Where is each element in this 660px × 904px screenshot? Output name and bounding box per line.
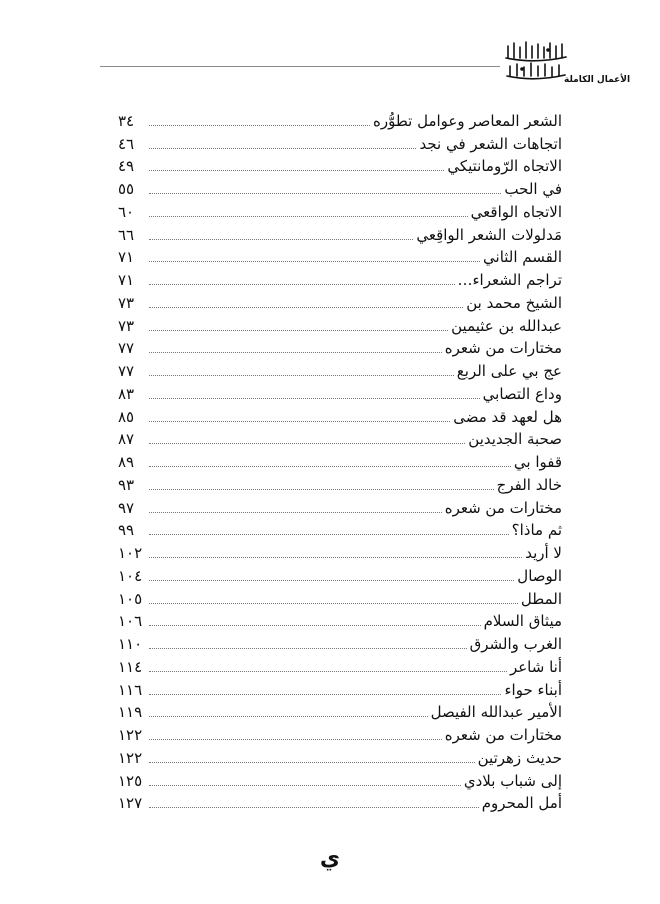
toc-entry-title: خالد الفرج [496,475,562,494]
toc-entry-title: اتجاهات الشعر في نجد [419,134,562,153]
toc-entry [118,266,562,289]
toc-entry-title: الوصال [517,566,562,585]
toc-entry [118,357,562,380]
toc-dot-leader [149,170,444,171]
toc-dot-leader [149,261,480,262]
toc-entry-title: عج بي على الربع [456,362,562,380]
toc-entry-page: ١٢٧ [118,794,143,813]
toc-entry-title: أبناء حواء [504,680,562,699]
toc-entry-page: ١٢٢ [118,726,143,744]
toc-entry [118,403,562,426]
toc-entry-title: تراجم الشعراء… [457,271,562,289]
toc-entry-title: القسم الثاني [483,248,562,267]
toc-dot-leader [149,557,522,558]
toc-dot-leader [149,330,448,331]
toc-entry [118,107,562,130]
toc-entry [118,676,562,699]
toc-entry-page: ١٠٥ [118,589,143,608]
toc-dot-leader [149,671,507,672]
toc-entry-page: ١١٤ [118,657,143,676]
toc-entry [118,380,562,403]
toc-entry-page: ٧١ [118,248,135,267]
toc-entry-title: وداع التصابي [482,384,562,403]
toc-entry [118,562,562,585]
toc-entry-page: ٨٥ [118,407,135,426]
toc-dot-leader [149,375,454,376]
toc-dot-leader [149,807,479,808]
toc-entry-page: ١٢٥ [118,771,143,790]
toc-entry-page: ٨٣ [118,384,135,403]
toc-dot-leader [149,580,514,581]
toc-entry-page: ٧٧ [118,362,135,380]
toc-entry [118,244,562,267]
toc-entry-page: ٧٣ [118,293,135,312]
toc-entry [118,539,562,562]
toc-entry-title: الاتجاه الواقعي [470,202,562,221]
toc-entry-title: أمل المحروم [481,794,562,813]
toc-dot-leader [149,739,442,740]
toc-dot-leader [149,466,511,467]
toc-dot-leader [149,762,475,763]
toc-entry-page: ٦٠ [118,202,135,221]
toc-dot-leader [149,534,509,535]
toc-dot-leader [149,603,518,604]
toc-entry-page: ٩٧ [118,498,135,517]
toc-entry [118,744,562,767]
toc-entry [118,335,562,358]
toc-entry-page: ٧١ [118,271,135,289]
toc-entry [118,653,562,676]
toc-dot-leader [149,284,455,285]
toc-entry-title: هل لعهد قد مضى [453,407,562,426]
header-rule [100,66,500,67]
toc-dot-leader [149,443,465,444]
svg-text:الأعمال الكاملة: الأعمال الكاملة [564,75,631,85]
toc-entry [118,767,562,790]
toc-entry [118,289,562,312]
toc-entry-page: ٥٥ [118,180,135,198]
toc-dot-leader [149,625,481,626]
toc-entry-page: ٧٧ [118,339,135,358]
table-of-contents [118,107,562,812]
toc-dot-leader [149,716,428,717]
toc-entry-page: ١١٦ [118,680,143,699]
toc-entry [118,721,562,744]
toc-entry-title: الأمير عبدالله الفيصل [430,703,562,722]
toc-entry [118,699,562,722]
toc-entry-page: ١٠٢ [118,544,143,562]
toc-entry [118,517,562,540]
toc-entry-page: ٤٩ [118,157,135,176]
toc-entry-title: لا أريد [525,544,562,562]
toc-entry [118,630,562,653]
toc-entry [118,130,562,153]
toc-entry-title: أنا شاعر [509,657,562,676]
page-number: ي [319,846,341,871]
toc-entry-title: مختارات من شعره [444,498,562,517]
toc-entry-page: ٣٤ [118,111,135,130]
toc-entry-title: الشيخ محمد بن [466,293,562,312]
toc-entry-title: المطل [520,589,562,608]
toc-dot-leader [149,148,416,149]
toc-entry-title: الشعر المعاصر وعوامل تطوُّره [372,111,562,130]
toc-entry-page: ١٠٤ [118,566,143,585]
toc-entry [118,153,562,176]
toc-entry-title: صحبة الجديدين [468,430,562,449]
toc-entry-title: مختارات من شعره [444,339,562,358]
toc-entry [118,471,562,494]
toc-dot-leader [149,307,463,308]
toc-dot-leader [149,125,370,126]
toc-dot-leader [149,352,442,353]
toc-dot-leader [149,694,501,695]
toc-entry-title: حديث زهرتين [477,748,562,767]
toc-dot-leader [149,489,494,490]
toc-entry-title: في الحب [504,180,562,198]
toc-entry [118,585,562,608]
toc-entry-page: ٨٩ [118,453,135,471]
toc-dot-leader [149,239,413,240]
toc-entry-page: ٩٩ [118,521,135,540]
toc-entry-page: ١٠٦ [118,612,143,631]
toc-entry-page: ٩٣ [118,475,135,494]
toc-entry-page: ١١٠ [118,635,143,653]
toc-entry [118,448,562,471]
toc-entry-page: ٦٦ [118,225,135,244]
toc-entry-title: الغرب والشرق [469,635,562,653]
toc-entry-page: ٨٧ [118,430,135,449]
toc-entry-page: ١١٩ [118,703,143,722]
toc-entry [118,426,562,449]
toc-entry-page: ٤٦ [118,134,135,153]
toc-dot-leader [149,785,461,786]
toc-entry [118,608,562,631]
toc-dot-leader [149,216,468,217]
toc-entry-title: الاتجاه الرّومانتيكي [447,157,562,176]
toc-entry-title: مختارات من شعره [444,726,562,744]
toc-dot-leader [149,398,480,399]
toc-dot-leader [149,512,442,513]
toc-entry-page: ٧٣ [118,316,135,335]
toc-dot-leader [149,193,501,194]
toc-entry [118,494,562,517]
toc-entry [118,198,562,221]
toc-entry-page: ١٢٢ [118,748,143,767]
toc-entry-title: إلى شباب بلادي [463,771,562,790]
toc-entry-title: قفوا بي [513,453,562,471]
toc-entry-title: عبدالله بن عثيمين [451,316,562,335]
toc-dot-leader [149,648,467,649]
toc-entry [118,790,562,813]
toc-entry-title: ثم ماذا؟ [511,521,562,540]
toc-entry [118,221,562,244]
toc-dot-leader [149,421,450,422]
calligraphy-logo [504,38,631,85]
toc-entry [118,312,562,335]
toc-entry [118,175,562,198]
toc-entry-title: ميثاق السلام [483,612,562,631]
toc-entry-title: مَدلولات الشعر الواقِعي [416,225,562,244]
